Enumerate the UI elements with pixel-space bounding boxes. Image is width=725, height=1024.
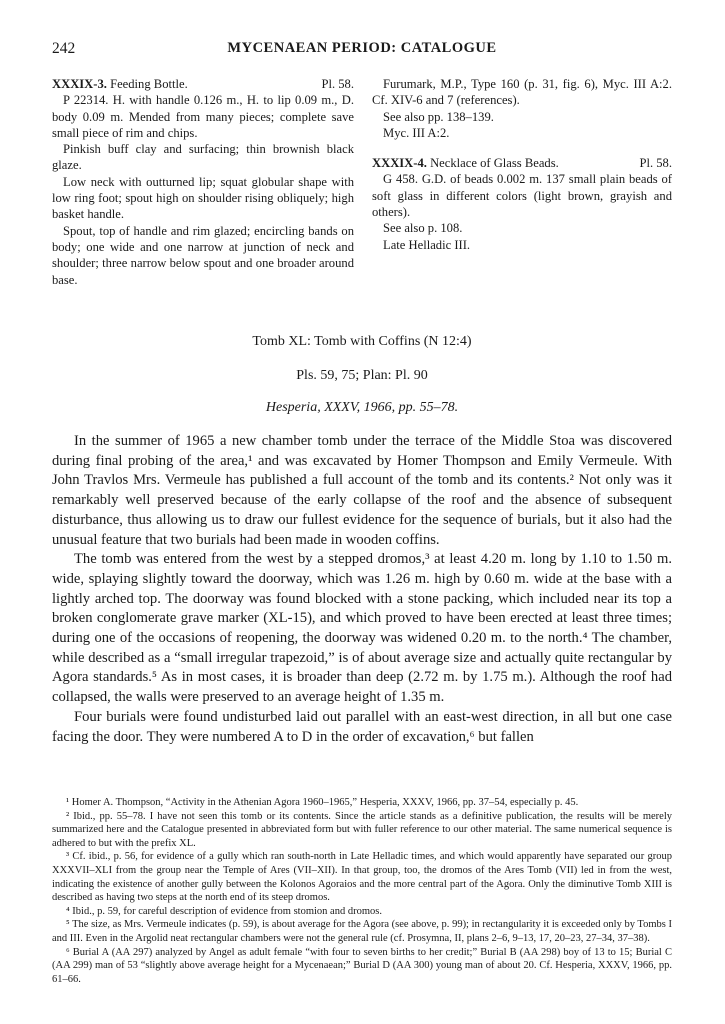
footnote: ⁵ The size, as Mrs. Vermeule indicates (p. 59), is about average for the Agora (see above, p. 99); in rectangularity it is exceeded only by Tombs I and III. Even in the Argolid neat rectangular chambers were not the general rule (cf. Prosymna, II, plans 2–6, 9–13, 17, 20–23, 27–34, 37–38). (52, 919, 672, 944)
body-paragraph: In the summer of 1965 a new chamber tomb under the terrace of the Middle Stoa was discovered during final probing of the area,¹ and was excavated by Homer Thompson and Emily Vermeule. With John Travlos Mrs. Vermeule has published a full account of the tomb and its contents.² Not only was it remarkably well preserved because of the early collapse of the roof and the absence of subsequent disturbance, thus allowing us to draw our fullest evidence for the sequence of burials, but it also had the unusual feature that two burials had been made in wooden coffins. (52, 433, 672, 548)
entry-paragraph: Myc. III A:2. (383, 125, 450, 140)
section-plates: Pls. 59, 75; Plan: Pl. 90 (296, 368, 428, 383)
entry-plate: Pl. 58. (321, 77, 354, 91)
entry-title: Feeding Bottle. (110, 77, 188, 91)
running-title: MYCENAEAN PERIOD: CATALOGUE (227, 40, 497, 56)
entry-plate: Pl. 58. (639, 156, 672, 171)
entry-paragraph: See also p. 108. (383, 221, 463, 236)
body-paragraph: The tomb was entered from the west by a stepped dromos,³ at least 4.20 m. long by 1.10 to 1.50 m. wide, splaying slightly toward the doorway, which was 1.26 m. high by 0.60 m. wide at the base with a lightly arched top. The doorway was found blocked with a stone packing, which included near its top a broken conglomerate grave marker (XL-15), and which proved to have been erected at least three times; during one of the occasions of reopening, the doorway was widened 0.20 m. to the north.⁴ The chamber, while described as a “small irregular trapezoid,” is of about average size and actually quite rectangular by Agora standards.⁵ As in most cases, it is broader than deep (2.72 m. by 1.75 m.). Although the roof had collapsed, the walls were preserved to an average height of 1.35 m. (52, 551, 672, 706)
left-column (52, 76, 354, 288)
page-number: 242 (52, 40, 76, 57)
footnotes (52, 796, 672, 986)
entry-paragraph: Late Helladic III. (383, 237, 471, 252)
entry-paragraph: Low neck with outturned lip; squat globular shape with low ring foot; spout high on shoulder rising obliquely; high basket handle. (52, 174, 354, 222)
entry-id: XXXIX-3. (52, 77, 107, 91)
footnote: ³ Cf. ibid., p. 56, for evidence of a gully which ran south-north in Late Helladic times, and which would apparently have separated our group XXXVII–XLI from the group near the Temple of Ares (VII–XII). In that group, too, the dromos of the Ares Tomb (VII) led in from the west, indicating the existence of another gully between the Kolonos Agoraios and the more central part of the Agora. Only the diminutive Tomb XIII is described as having two steps at the north end of its steep dromos. (52, 851, 672, 904)
entry-paragraph: Pinkish buff clay and surfacing; thin brownish black glaze. (52, 142, 354, 173)
catalogue-entry-heading (52, 76, 354, 92)
footnote: ¹ Homer A. Thompson, “Activity in the Athenian Agora 1960–1965,” Hesperia, XXXV, 1966, pp. 37–54, especially p. 45. (66, 797, 579, 808)
section-title: Tomb XL: Tomb with Coffins (N 12:4) (252, 334, 472, 349)
body-paragraph: Four burials were found undisturbed laid out parallel with an east-west direction, in all but one case facing the door. They were numbered A to D in the order of excavation,⁶ but fallen (52, 708, 672, 745)
entry-paragraph: Spout, top of handle and rim glazed; encircling bands on body; one wide and one narrow at junction of neck and shoulder; three narrow below spout and one broader around base. (52, 223, 354, 287)
entry-paragraph: G 458. G.D. of beads 0.002 m. 137 small plain beads of soft glass in different colors (light brown, grayish and others). (372, 172, 672, 220)
right-column (372, 76, 672, 253)
entry-paragraph: Furumark, M.P., Type 160 (p. 31, fig. 6), Myc. III A:2. Cf. XIV-6 and 7 (references). (372, 77, 672, 108)
footnote: ⁴ Ibid., p. 59, for careful description of evidence from stomion and dromos. (66, 905, 382, 917)
footnote: ⁶ Burial A (AA 297) analyzed by Angel as adult female “with four to seven births to her credit;” Burial B (AA 298) boy of 13 to 15; Burial C (AA 299) man of 53 “slightly above average height for a Mycenaean;” Burial D (AA 300) young man of about 20. Cf. Hesperia, XXXV, 1966, pp. 61–66. (52, 946, 672, 985)
entry-paragraph: P 22314. H. with handle 0.126 m., H. to lip 0.09 m., D. body 0.09 m. Mended from many pieces; complete save small piece of rim and chips. (52, 93, 354, 140)
section-reference-text: Hesperia, XXXV, 1966, pp. 55–78. (265, 400, 459, 415)
entry-paragraph: See also pp. 138–139. (383, 109, 494, 124)
catalogue-entry-heading (372, 155, 672, 171)
entry-id: XXXIX-4. (372, 156, 427, 171)
section-reference (52, 400, 672, 416)
entry-title: Necklace of Glass Beads. (430, 156, 559, 171)
body-text (52, 432, 672, 747)
page-header (52, 40, 672, 64)
footnote: ² Ibid., pp. 55–78. I have not seen this tomb or its contents. Since the article stands as a definitive publication, the results will be merely summarized here and the Catalogue presented in abbreviated form but with fuller reference to our other material. The same numerical sequence is adhered to but with the prefix XL. (52, 810, 672, 849)
